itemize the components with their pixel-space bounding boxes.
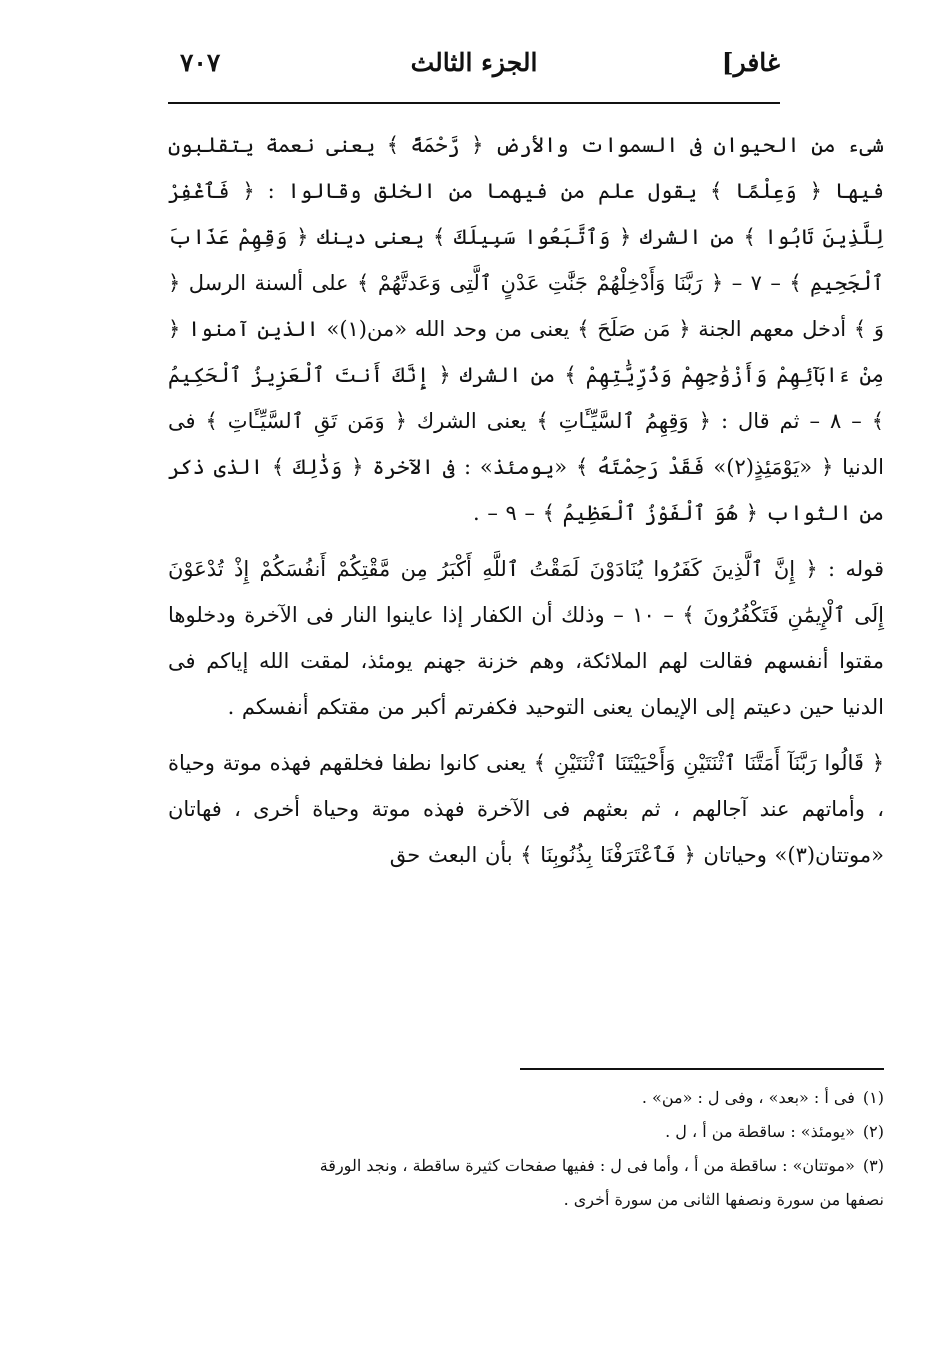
- paragraph: شىء من الحيوان فى السموات والأرض ﴿ رَّحْمَةً ﴾ يعنى نعمة يتقلبون فيها ﴿ وَعِلْمًا ﴾ يقول علم من فيهما من الخلق وقالوا : ﴿ فَٱغْفِرْ لِلَّذِينَ تَابُوا ﴾ من الشرك ﴿ وَٱتَّبَعُوا سَبِيلَكَ ﴾ يعنى دينك ﴿ وَقِهِمْ عَذَابَ ٱلْجَحِيمِ ﴾ – ٧ – ﴿ رَبَّنَا وَأَدْخِلْهُمْ جَنَّٰتِ عَدْنٍ ٱلَّتِى وَعَدتَّهُمْ ﴾ على ألسنة الرسل ﴿ وَ ﴾ أدخل معهم الجنة ﴿ مَن صَلَحَ ﴾ يعنى من وحد الله «من(١)» الذين آمنوا ﴿ مِنْ ءَابَآئِهِمْ وَأَزْوَٰجِهِمْ وَذُرِّيَّٰتِهِمْ ﴾ من الشرك ﴿ إِنَّكَ أَنتَ ٱلْعَزِيزُ ٱلْحَكِيمُ ﴾ – ٨ – ثم قال : ﴿ وَقِهِمُ ٱلسَّيِّـَٔاتِ ﴾ يعنى الشرك ﴿ وَمَن تَقِ ٱلسَّيِّـَٔاتِ ﴾ فى الدنيا ﴿ «يَوْمَئِذٍ(٢)» فَقَدْ رَحِمْتَهُ ﴾ «يومئذ» : فى الآخرة ﴿ وَذَٰلِكَ ﴾ الذى ذكر من الثواب ﴿ هُوَ ٱلْفَوْزُ ٱلْعَظِيمُ ﴾ – ٩ – .: [168, 133, 885, 525]
- header-surah-name: غافر]: [721, 48, 780, 77]
- footnote-number: (٢): [862, 1122, 884, 1141]
- footnote-number: (٣): [862, 1156, 884, 1175]
- paragraph: قوله : ﴿ إِنَّ ٱلَّذِينَ كَفَرُوا يُنَادَوْنَ لَمَقْتُ ٱللَّهِ أَكْبَرُ مِن مَّقْتِكُمْ أَنفُسَكُمْ إِذْ تُدْعَوْنَ إِلَى ٱلْإِيمَٰنِ فَتَكْفُرُونَ ﴾ – ١٠ – وذلك أن الكفار إذا عاينوا النار فى الآخرة ودخلوها مقتوا أنفسهم فقالت لهم الملائكة، وهم خزنة جهنم يومئذ، لمقت الله إياكم فى الدنيا حين دعيتم إلى الإيمان يعنى التوحيد فكفرتم أكبر من مقتكم أنفسكم .: [168, 557, 885, 719]
- running-header: [168, 40, 780, 88]
- footnote-continuation: نصفها من سورة ونصفها الثانى من سورة أخرى .: [563, 1190, 884, 1209]
- header-page-number: ٧٠٧: [180, 48, 221, 77]
- footnote: [168, 1118, 884, 1146]
- header-divider: [168, 102, 780, 104]
- footnote-text: «يومئذ» : ساقطة من أ ، ل .: [665, 1122, 855, 1141]
- footnote-divider: [520, 1068, 884, 1070]
- footnote: [168, 1084, 884, 1112]
- main-text: [168, 122, 884, 888]
- footnote-number: (١): [862, 1088, 884, 1107]
- header-part-title: الجزء الثالث: [410, 48, 538, 77]
- footnotes: [168, 1084, 884, 1214]
- footnote: [168, 1152, 884, 1180]
- footnote-text: فى أ : «بعد» ، وفى ل : «من» .: [641, 1088, 855, 1107]
- paragraph: ﴿ قَالُوا رَبَّنَآ أَمَتَّنَا ٱثْنَتَيْنِ وَأَحْيَيْتَنَا ٱثْنَتَيْنِ ﴾ يعنى كانوا نطفا فخلقهم فهذه موتة وحياة ، وأماتهم عند آجالهم ، ثم بعثهم فى الآخرة فهذه موتة وحياة أخرى ، فهاتان «موتتان(٣)» وحياتان ﴿ فَٱعْتَرَفْنَا بِذُنُوبِنَا ﴾ بأن البعث حق: [168, 751, 884, 867]
- footnote-text: «موتتان» : ساقطة من أ ، وأما فى ل : ففيها صفحات كثيرة ساقطة ، ونجد الورقة: [319, 1156, 855, 1175]
